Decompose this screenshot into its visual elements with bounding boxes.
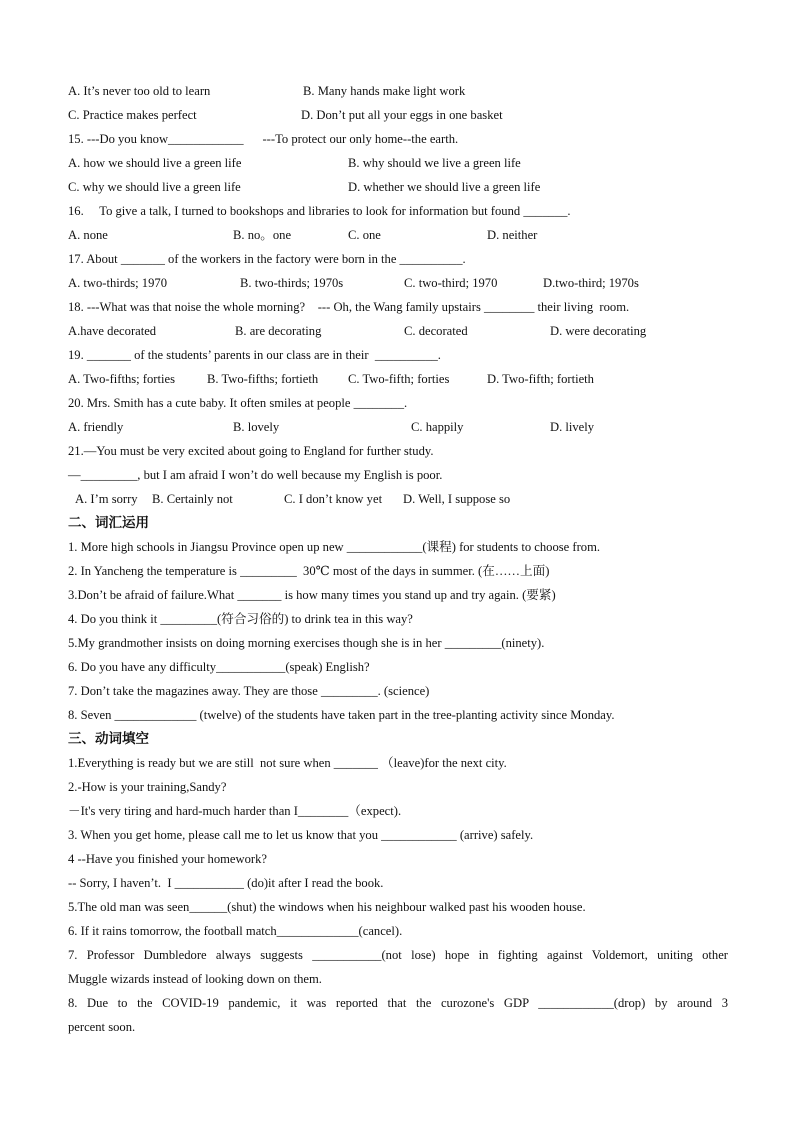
options-row	[68, 79, 728, 103]
verb-item: 7. Professor Dumbledore always suggests ___________(not lose) hope in fighting against Voldemort, uniting other	[68, 948, 728, 962]
option-b: B. are decorating	[235, 324, 322, 338]
fill-item: 4. Do you think it _________(符合习俗的) to drink tea in this way?	[68, 612, 413, 626]
option-c: C. Two-fifth; forties	[348, 372, 450, 386]
option-c: C. two-third; 1970	[404, 276, 498, 290]
option-a: A. It’s never too old to learn	[68, 84, 211, 98]
option-a: A. how we should live a green life	[68, 156, 242, 170]
option-b: B. no。one	[233, 228, 292, 242]
verb-item: 5.The old man was seen______(shut) the windows when his neighbour walked past his wooden house.	[68, 900, 586, 914]
verb-item-continued: Muggle wizards instead of looking down on them.	[68, 972, 322, 986]
option-c: C. one	[348, 228, 381, 242]
option-a: A. none	[68, 228, 108, 242]
option-a: A.have decorated	[68, 324, 157, 338]
verb-item: -- Sorry, I haven’t. I ___________ (do)it after I read the book.	[68, 876, 384, 890]
question-stem: 15. ---Do you know____________ ---To protect our only home--the earth.	[68, 132, 459, 146]
fill-item: 6. Do you have any difficulty___________(speak) English?	[68, 660, 370, 674]
option-a: A. two-thirds; 1970	[68, 276, 167, 290]
options-row	[68, 367, 728, 391]
fill-item: 8. Seven _____________ (twelve) of the students have taken part in the tree-planting activity since Monday.	[68, 708, 615, 722]
option-d: D. neither	[487, 228, 538, 242]
option-d: D. Don’t put all your eggs in one basket	[301, 108, 503, 122]
question-reply: —_________, but I am afraid I won’t do well because my English is poor.	[68, 468, 443, 482]
option-a: A. Two-fifths; forties	[68, 372, 175, 386]
fill-item: 7. Don’t take the magazines away. They are those _________. (science)	[68, 684, 430, 698]
verb-item: 4 --Have you finished your homework?	[68, 852, 267, 866]
fill-item: 5.My grandmother insists on doing morning exercises though she is in her _________(ninety).	[68, 636, 545, 650]
verb-item: 2.-How is your training,Sandy?	[68, 780, 227, 794]
option-d: D. Two-fifth; fortieth	[487, 372, 594, 386]
option-c: C. decorated	[404, 324, 468, 338]
fill-item: 3.Don’t be afraid of failure.What _______ is how many times you stand up and try again. (要紧)	[68, 588, 556, 602]
options-row	[68, 103, 728, 127]
question-stem: 20. Mrs. Smith has a cute baby. It often smiles at people ________.	[68, 396, 408, 410]
option-d: D. were decorating	[550, 324, 647, 338]
verb-item: 8. Due to the COVID-19 pandemic, it was reported that the curozone's GDP ____________(drop) by around 3	[68, 996, 728, 1010]
verb-item: －It's very tiring and hard-much harder than I________（expect).	[68, 804, 402, 818]
question-stem: 21.—You must be very excited about going to England for further study.	[68, 444, 434, 458]
verb-item: 1.Everything is ready but we are still not sure when _______ （leave)for the next city.	[68, 756, 507, 770]
question-stem: 18. ---What was that noise the whole morning? --- Oh, the Wang family upstairs ________ their living room.	[68, 300, 630, 314]
option-c: C. Practice makes perfect	[68, 108, 197, 122]
option-c: C. I don’t know yet	[284, 492, 383, 506]
option-b: B. lovely	[233, 420, 280, 434]
options-row	[68, 415, 728, 439]
options-row	[68, 271, 728, 295]
option-b: B. Two-fifths; fortieth	[207, 372, 319, 386]
option-b: B. Many hands make light work	[303, 84, 466, 98]
option-a: A. I’m sorry	[75, 492, 138, 506]
option-c: C. why we should live a green life	[68, 180, 241, 194]
option-b: B. why should we live a green life	[348, 156, 521, 170]
options-row	[68, 151, 728, 175]
worksheet-page	[68, 79, 728, 1039]
options-row	[68, 487, 728, 511]
option-c: C. happily	[411, 420, 464, 434]
option-d: D.two-third; 1970s	[543, 276, 639, 290]
verb-item-continued: percent soon.	[68, 1020, 136, 1034]
option-d: D. Well, I suppose so	[403, 492, 511, 506]
verb-item: 6. If it rains tomorrow, the football match_____________(cancel).	[68, 924, 403, 938]
fill-item: 2. In Yancheng the temperature is _________ 30℃ most of the days in summer. (在……上面)	[68, 564, 550, 578]
option-d: D. whether we should live a green life	[348, 180, 541, 194]
question-stem: 19. _______ of the students’ parents in our class are in their __________.	[68, 348, 441, 362]
question-stem: 16. To give a talk, I turned to bookshops and libraries to look for information but found _______.	[68, 204, 571, 218]
question-stem: 17. About _______ of the workers in the factory were born in the __________.	[68, 252, 466, 266]
fill-item: 1. More high schools in Jiangsu Province open up new ____________(课程) for students to choose from.	[68, 540, 601, 554]
verb-item: 3. When you get home, please call me to let us know that you ____________ (arrive) safely.	[68, 828, 534, 842]
option-b: B. Certainly not	[152, 492, 233, 506]
options-row	[68, 223, 728, 247]
option-a: A. friendly	[68, 420, 124, 434]
options-row	[68, 175, 728, 199]
options-row	[68, 319, 728, 343]
section-heading: 二、词汇运用	[68, 515, 149, 531]
section-heading: 三、动词填空	[68, 731, 149, 747]
option-d: D. lively	[550, 420, 595, 434]
option-b: B. two-thirds; 1970s	[240, 276, 344, 290]
